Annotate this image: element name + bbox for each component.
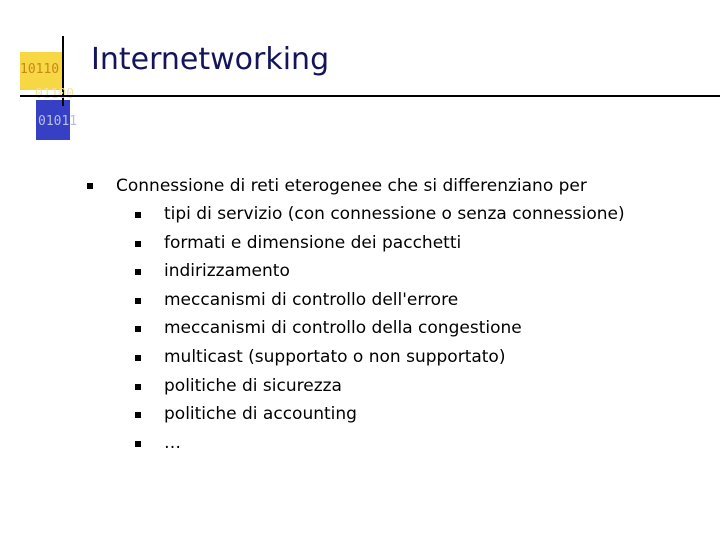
square-bullet-icon (87, 183, 93, 189)
sub-bullet-text: politiche di sicurezza (164, 375, 342, 396)
slide-content (84, 172, 704, 457)
list-item (84, 314, 704, 343)
sub-bullet-text: formati e dimensione dei pacchetti (164, 232, 462, 253)
main-bullet-item (84, 172, 704, 200)
sub-bullet-text: multicast (supportato o non supportato) (164, 346, 506, 367)
sub-bullet-text: tipi di servizio (con connessione o senza connessione) (164, 204, 625, 224)
square-bullet-icon (135, 269, 141, 275)
title-underline (20, 95, 720, 97)
square-bullet-icon (135, 298, 141, 304)
logo-code-line-1: 10110 (20, 62, 60, 77)
list-item (84, 400, 704, 429)
list-item (84, 372, 704, 401)
square-bullet-icon (135, 441, 141, 447)
sub-bullet-text: politiche di accounting (164, 404, 357, 425)
square-bullet-icon (135, 412, 141, 418)
sub-bullet-text: … (164, 432, 181, 453)
sub-bullet-list (84, 200, 704, 457)
logo-code-line-3: 01011 (38, 114, 78, 129)
sub-bullet-text: meccanismi di controllo della congestione (164, 318, 522, 339)
list-item (84, 343, 704, 372)
square-bullet-icon (135, 212, 141, 218)
sub-bullet-text: indirizzamento (164, 261, 290, 282)
list-item (84, 229, 704, 258)
square-bullet-icon (135, 355, 141, 361)
square-bullet-icon (135, 241, 141, 247)
list-item (84, 429, 704, 458)
square-bullet-icon (135, 326, 141, 332)
list-item (84, 286, 704, 315)
list-item (84, 200, 704, 229)
list-item (84, 257, 704, 286)
square-bullet-icon (135, 384, 141, 390)
sub-bullet-text: meccanismi di controllo dell'errore (164, 289, 459, 310)
slide-title: Internetworking (91, 42, 330, 77)
main-bullet-text: Connessione di reti eterogenee che si differenziano per (116, 176, 587, 196)
